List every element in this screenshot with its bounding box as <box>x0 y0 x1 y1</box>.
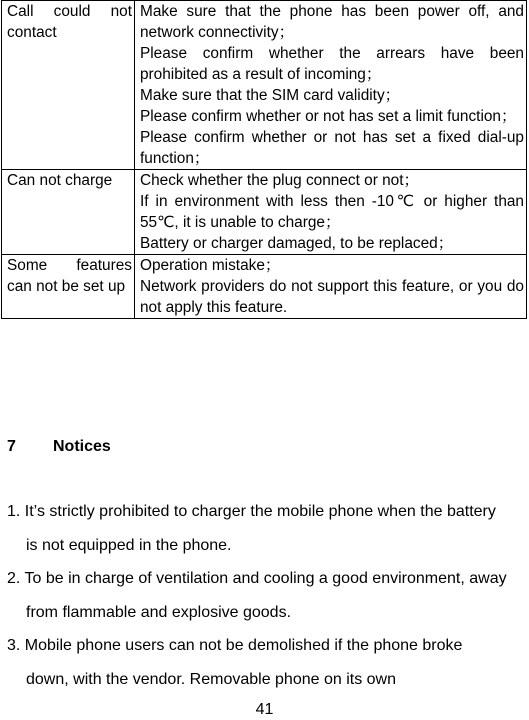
cause-item: Make sure that the SIM card validity； <box>140 87 401 104</box>
cause-item: Please confirm whether or not has set a fixed dial-up function； <box>140 129 524 167</box>
section-title: Notices <box>53 438 111 455</box>
problem-cell: Some features can not be set up <box>2 255 135 319</box>
cause-item: Operation mistake； <box>140 257 281 274</box>
table-row <box>2 1 527 170</box>
section-heading <box>7 437 111 457</box>
notices-list <box>7 495 507 696</box>
cause-item: Check whether the plug connect or not； <box>140 172 419 189</box>
cause-item: Please confirm whether or not has set a limit function； <box>140 108 517 125</box>
page-number: 41 <box>255 701 274 718</box>
cause-item: Please confirm whether the arrears have been prohibited as a result of incoming； <box>140 45 524 83</box>
cause-cell <box>135 255 527 319</box>
notice-item: 2. To be in charge of ventilation and cooling a good environment, away from flammable and explosive goods. <box>7 570 507 621</box>
notice-item: 3. Mobile phone users can not be demolished if the phone broke down, with the vendor. Removable phone on its own <box>7 637 463 688</box>
cause-item: If in environment with less then -10℃ or higher than 55℃, it is unable to charge； <box>140 193 524 231</box>
cause-item: Network providers do not support this feature, or you do not apply this feature. <box>140 278 524 316</box>
problem-cell: Call could not contact <box>2 1 135 170</box>
problem-cell: Can not charge <box>2 170 135 255</box>
table-row <box>2 170 527 255</box>
cause-cell <box>135 1 527 170</box>
notice-item: 1. It’s strictly prohibited to charger the mobile phone when the battery is not equipped in the phone. <box>7 503 496 554</box>
section-number: 7 <box>7 438 16 455</box>
cause-item: Make sure that the phone has been power off, and network connectivity； <box>140 3 524 41</box>
cause-item: Battery or charger damaged, to be replaced； <box>140 235 454 252</box>
troubleshooting-table <box>1 0 527 319</box>
table-row <box>2 255 527 319</box>
cause-cell <box>135 170 527 255</box>
